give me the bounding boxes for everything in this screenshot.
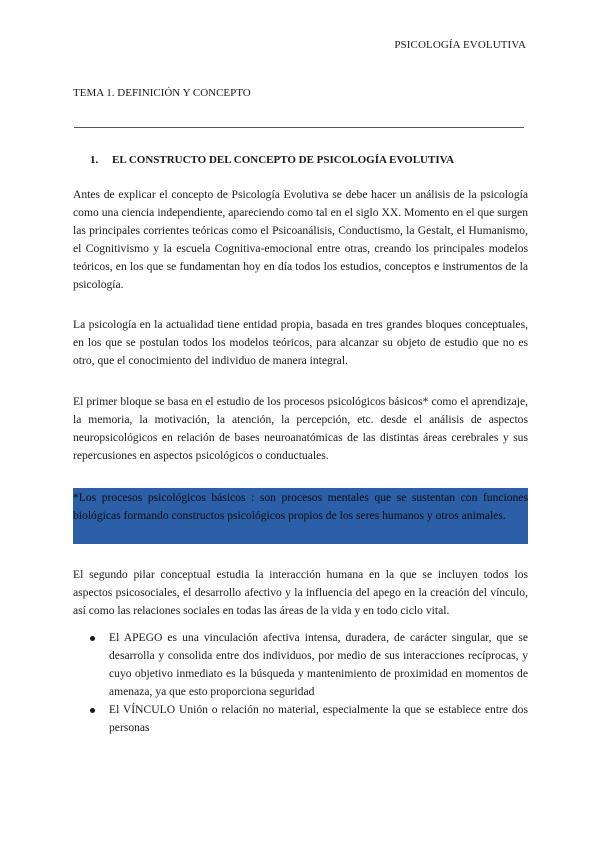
bullet-icon xyxy=(90,708,95,713)
bullet-icon xyxy=(90,636,95,641)
list-item-text: El VÍNCULO Unión o relación no material, especialmente la que se establece entre dos personas xyxy=(109,703,528,734)
paragraph-intro: Antes de explicar el concepto de Psicología Evolutiva se debe hacer un análisis de la psicología como una ciencia independiente, apareciendo como tal en el siglo XX. Momento en el que surgen las principales corrientes teóricas como el Psicoanálisis, Conductismo, la Gestalt, el Humanismo, el Cognitivismo y la escuela Cognitiva-emocional entre otras, creando los principales modelos teóricos, en los que se fundamentan hoy en día todos los estudios, conceptos e instrumentos de la psicología. xyxy=(73,188,528,291)
paragraph-second-pillar: El segundo pilar conceptual estudia la interacción humana en la que se incluyen todos los aspectos psicosociales, el desarrollo afectivo y la influencia del apego en la creación del vínculo, así como las relaciones sociales en todas las áreas de la vida y en todo ciclo vital. xyxy=(73,568,528,617)
list-item-text: El APEGO es una vinculación afectiva intensa, duradera, de carácter singular, que se desarrolla y consolida entre dos individuos, por medio de sus interacciones recíprocas, y cuyo objetivo inmediato es la búsqueda y mantenimiento de proximidad en momentos de amenaza, ya que esto proporciona seguridad xyxy=(109,631,528,698)
horizontal-divider xyxy=(74,127,524,128)
topic-title: TEMA 1. DEFINICIÓN Y CONCEPTO xyxy=(73,87,251,99)
note-text: *Los procesos psicológicos básicos : son procesos mentales que se sustentan con funciones biológicas formando constructos psicológicos propios de los seres humanos y otros animales. xyxy=(73,491,528,522)
running-header-title: PSICOLOGÍA EVOLUTIVA xyxy=(394,39,526,51)
paragraph-first-block: El primer bloque se basa en el estudio de los procesos psicológicos básicos* como el aprendizaje, la memoria, la motivación, la atención, la percepción, etc. desde el análisis de aspectos neuropsicológicos en relación de bases neuroanatómicas de las distintas áreas cerebrales y sus repercusiones en aspectos psicológicos o conductuales. xyxy=(73,395,528,462)
list-item xyxy=(90,701,528,737)
section-heading xyxy=(90,154,454,166)
highlighted-note xyxy=(73,488,528,544)
list-item xyxy=(90,629,528,701)
section-title: EL CONSTRUCTO DEL CONCEPTO DE PSICOLOGÍA EVOLUTIVA xyxy=(112,154,455,166)
paragraph-psychology-today: La psicología en la actualidad tiene entidad propia, basada en tres grandes bloques conceptuales, en los que se postulan todos los modelos teóricos, para alcanzar su objeto de estudio que no es otro, que el conocimiento del individuo de manera integral. xyxy=(73,318,528,367)
section-number: 1. xyxy=(90,154,99,166)
bullet-list xyxy=(90,629,528,737)
